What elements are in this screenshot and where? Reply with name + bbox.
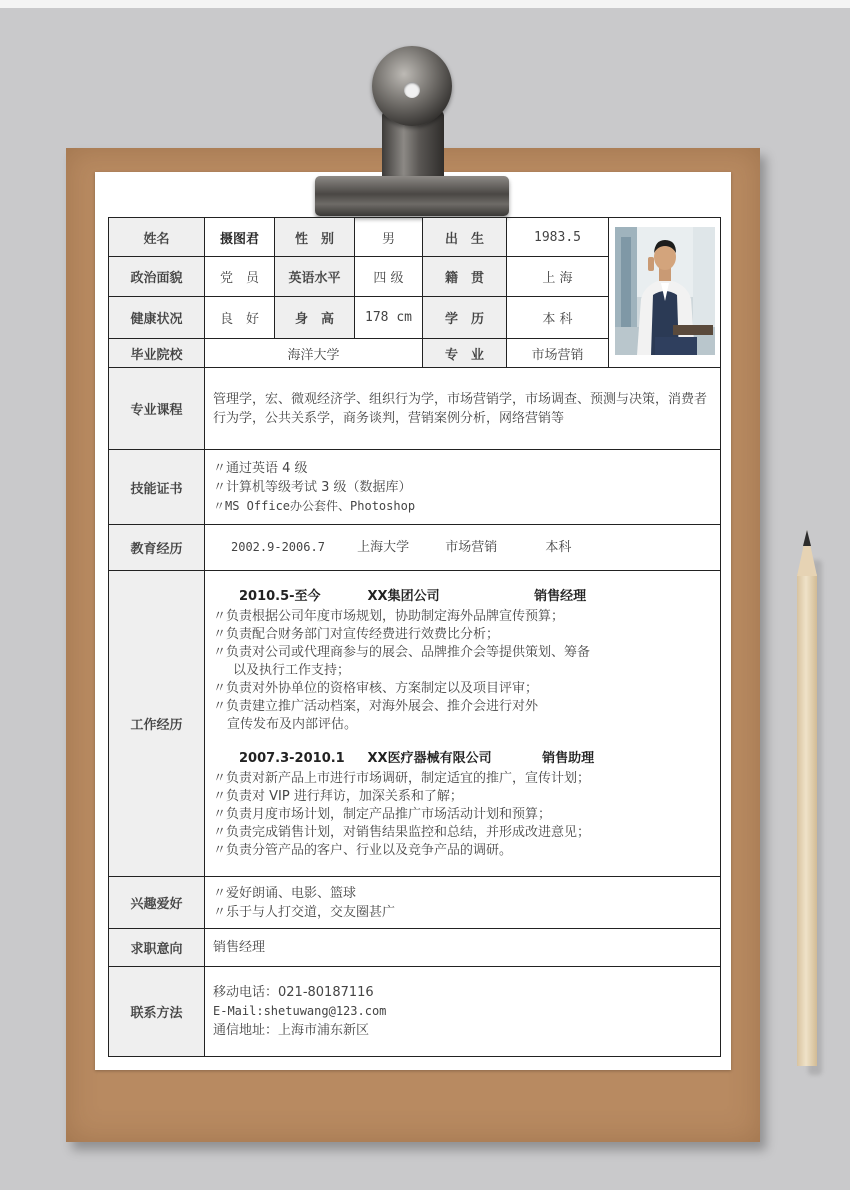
height-value: 178 cm [355, 297, 423, 339]
resume-table [108, 217, 721, 1057]
intent-value: 销售经理 [205, 929, 721, 967]
hobbies-label: 兴趣爱好 [109, 877, 205, 929]
work-experience [205, 571, 721, 877]
name-label: 姓名 [109, 218, 205, 257]
school-value: 海洋大学 [205, 339, 423, 368]
binder-clip-base [315, 176, 509, 216]
job-duty: 〃负责配合财务部门对宣传经费进行效费比分析； [213, 626, 500, 642]
hobby-item: 〃爱好朗诵、电影、篮球 [213, 885, 357, 901]
job-duty: 〃负责根据公司年度市场规划，协助制定海外品牌宣传预算； [213, 608, 565, 624]
english-label: 英语水平 [275, 257, 355, 297]
job-duty: 〃负责月度市场计划，制定产品推广市场活动计划和预算； [213, 806, 552, 822]
health-label: 健康状况 [109, 297, 205, 339]
gender-value: 男 [355, 218, 423, 257]
cert-item: 〃计算机等级考试 3 级（数据库） [213, 479, 412, 495]
contact-address: 通信地址：上海市浦东新区 [213, 1023, 370, 1038]
health-value: 良 好 [205, 297, 275, 339]
job-period: 2007.3-2010.1 [239, 750, 345, 766]
job-company: XX集团公司 [367, 588, 440, 604]
education-school: 上海大学 [357, 540, 410, 555]
degree-value: 本 科 [507, 297, 609, 339]
contact-phone: 移动电话：021-80187116 [213, 985, 374, 1000]
birth-label: 出 生 [423, 218, 507, 257]
job-duty: 以及执行工作支持； [233, 662, 351, 678]
height-label: 身 高 [275, 297, 355, 339]
degree-label: 学 历 [423, 297, 507, 339]
job-header [213, 588, 712, 606]
job-title: 销售经理 [534, 588, 587, 604]
major-value: 市场营销 [507, 339, 609, 368]
english-value: 四 级 [355, 257, 423, 297]
job-company: XX医疗器械有限公司 [367, 750, 492, 766]
intent-label: 求职意向 [109, 929, 205, 967]
pencil [797, 574, 817, 1066]
top-strip [0, 0, 850, 8]
profile-photo [615, 227, 715, 355]
birth-value: 1983.5 [507, 218, 609, 257]
binder-clip-hole [404, 82, 420, 98]
contact-label: 联系方法 [109, 967, 205, 1057]
cert-item: 〃MS Office办公套件、Photoshop [213, 498, 416, 513]
school-label: 毕业院校 [109, 339, 205, 368]
education-period: 2002.9-2006.7 [231, 540, 325, 554]
education-row [205, 525, 721, 571]
origin-label: 籍 贯 [423, 257, 507, 297]
photo-cell [609, 218, 721, 368]
education-major: 市场营销 [445, 540, 498, 555]
job-duty: 〃负责对 VIP 进行拜访，加深关系和了解； [213, 788, 463, 804]
politics-label: 政治面貌 [109, 257, 205, 297]
contact-email: E-Mail:shetuwang@123.com [213, 1004, 387, 1018]
job-duty: 〃负责建立推广活动档案，对海外展会、推介会进行对外 [213, 698, 539, 714]
cert-item: 〃通过英语 4 级 [213, 460, 308, 476]
origin-value: 上 海 [507, 257, 609, 297]
hobbies-list [205, 877, 721, 929]
job-duty: 〃负责对外协单位的资格审核、方案制定以及项目评审； [213, 680, 539, 696]
work-label: 工作经历 [109, 571, 205, 877]
name-value: 摄图君 [205, 218, 275, 257]
major-label: 专 业 [423, 339, 507, 368]
job-duty: 〃负责对公司或代理商参与的展会、品牌推介会等提供策划、筹备 [213, 644, 591, 660]
job-period: 2010.5-至今 [239, 588, 321, 604]
job-duty: 〃负责分管产品的客户、行业以及竞争产品的调研。 [213, 842, 513, 858]
courses-text: 管理学，宏、微观经济学、组织行为学，市场营销学，市场调查、预测与决策，消费者行为学，公共关系学，商务谈判，营销案例分析，网络营销等 [205, 368, 721, 450]
job-duty: 〃负责完成销售计划，对销售结果监控和总结，并形成改进意见； [213, 824, 591, 840]
certs-list [205, 450, 721, 525]
job-duty: 宣传发布及内部评估。 [227, 716, 358, 732]
education-label: 教育经历 [109, 525, 205, 571]
hobby-item: 〃乐于与人打交道，交友圈甚广 [213, 904, 396, 920]
job-duty: 〃负责对新产品上市进行市场调研，制定适宜的推广，宣传计划； [213, 770, 591, 786]
gender-label: 性 别 [275, 218, 355, 257]
politics-value: 党 员 [205, 257, 275, 297]
job-header [213, 750, 712, 768]
certs-label: 技能证书 [109, 450, 205, 525]
job-title: 销售助理 [542, 750, 595, 766]
pencil-lead [803, 530, 811, 546]
courses-label: 专业课程 [109, 368, 205, 450]
education-degree: 本科 [545, 540, 572, 555]
contact-info [205, 967, 721, 1057]
